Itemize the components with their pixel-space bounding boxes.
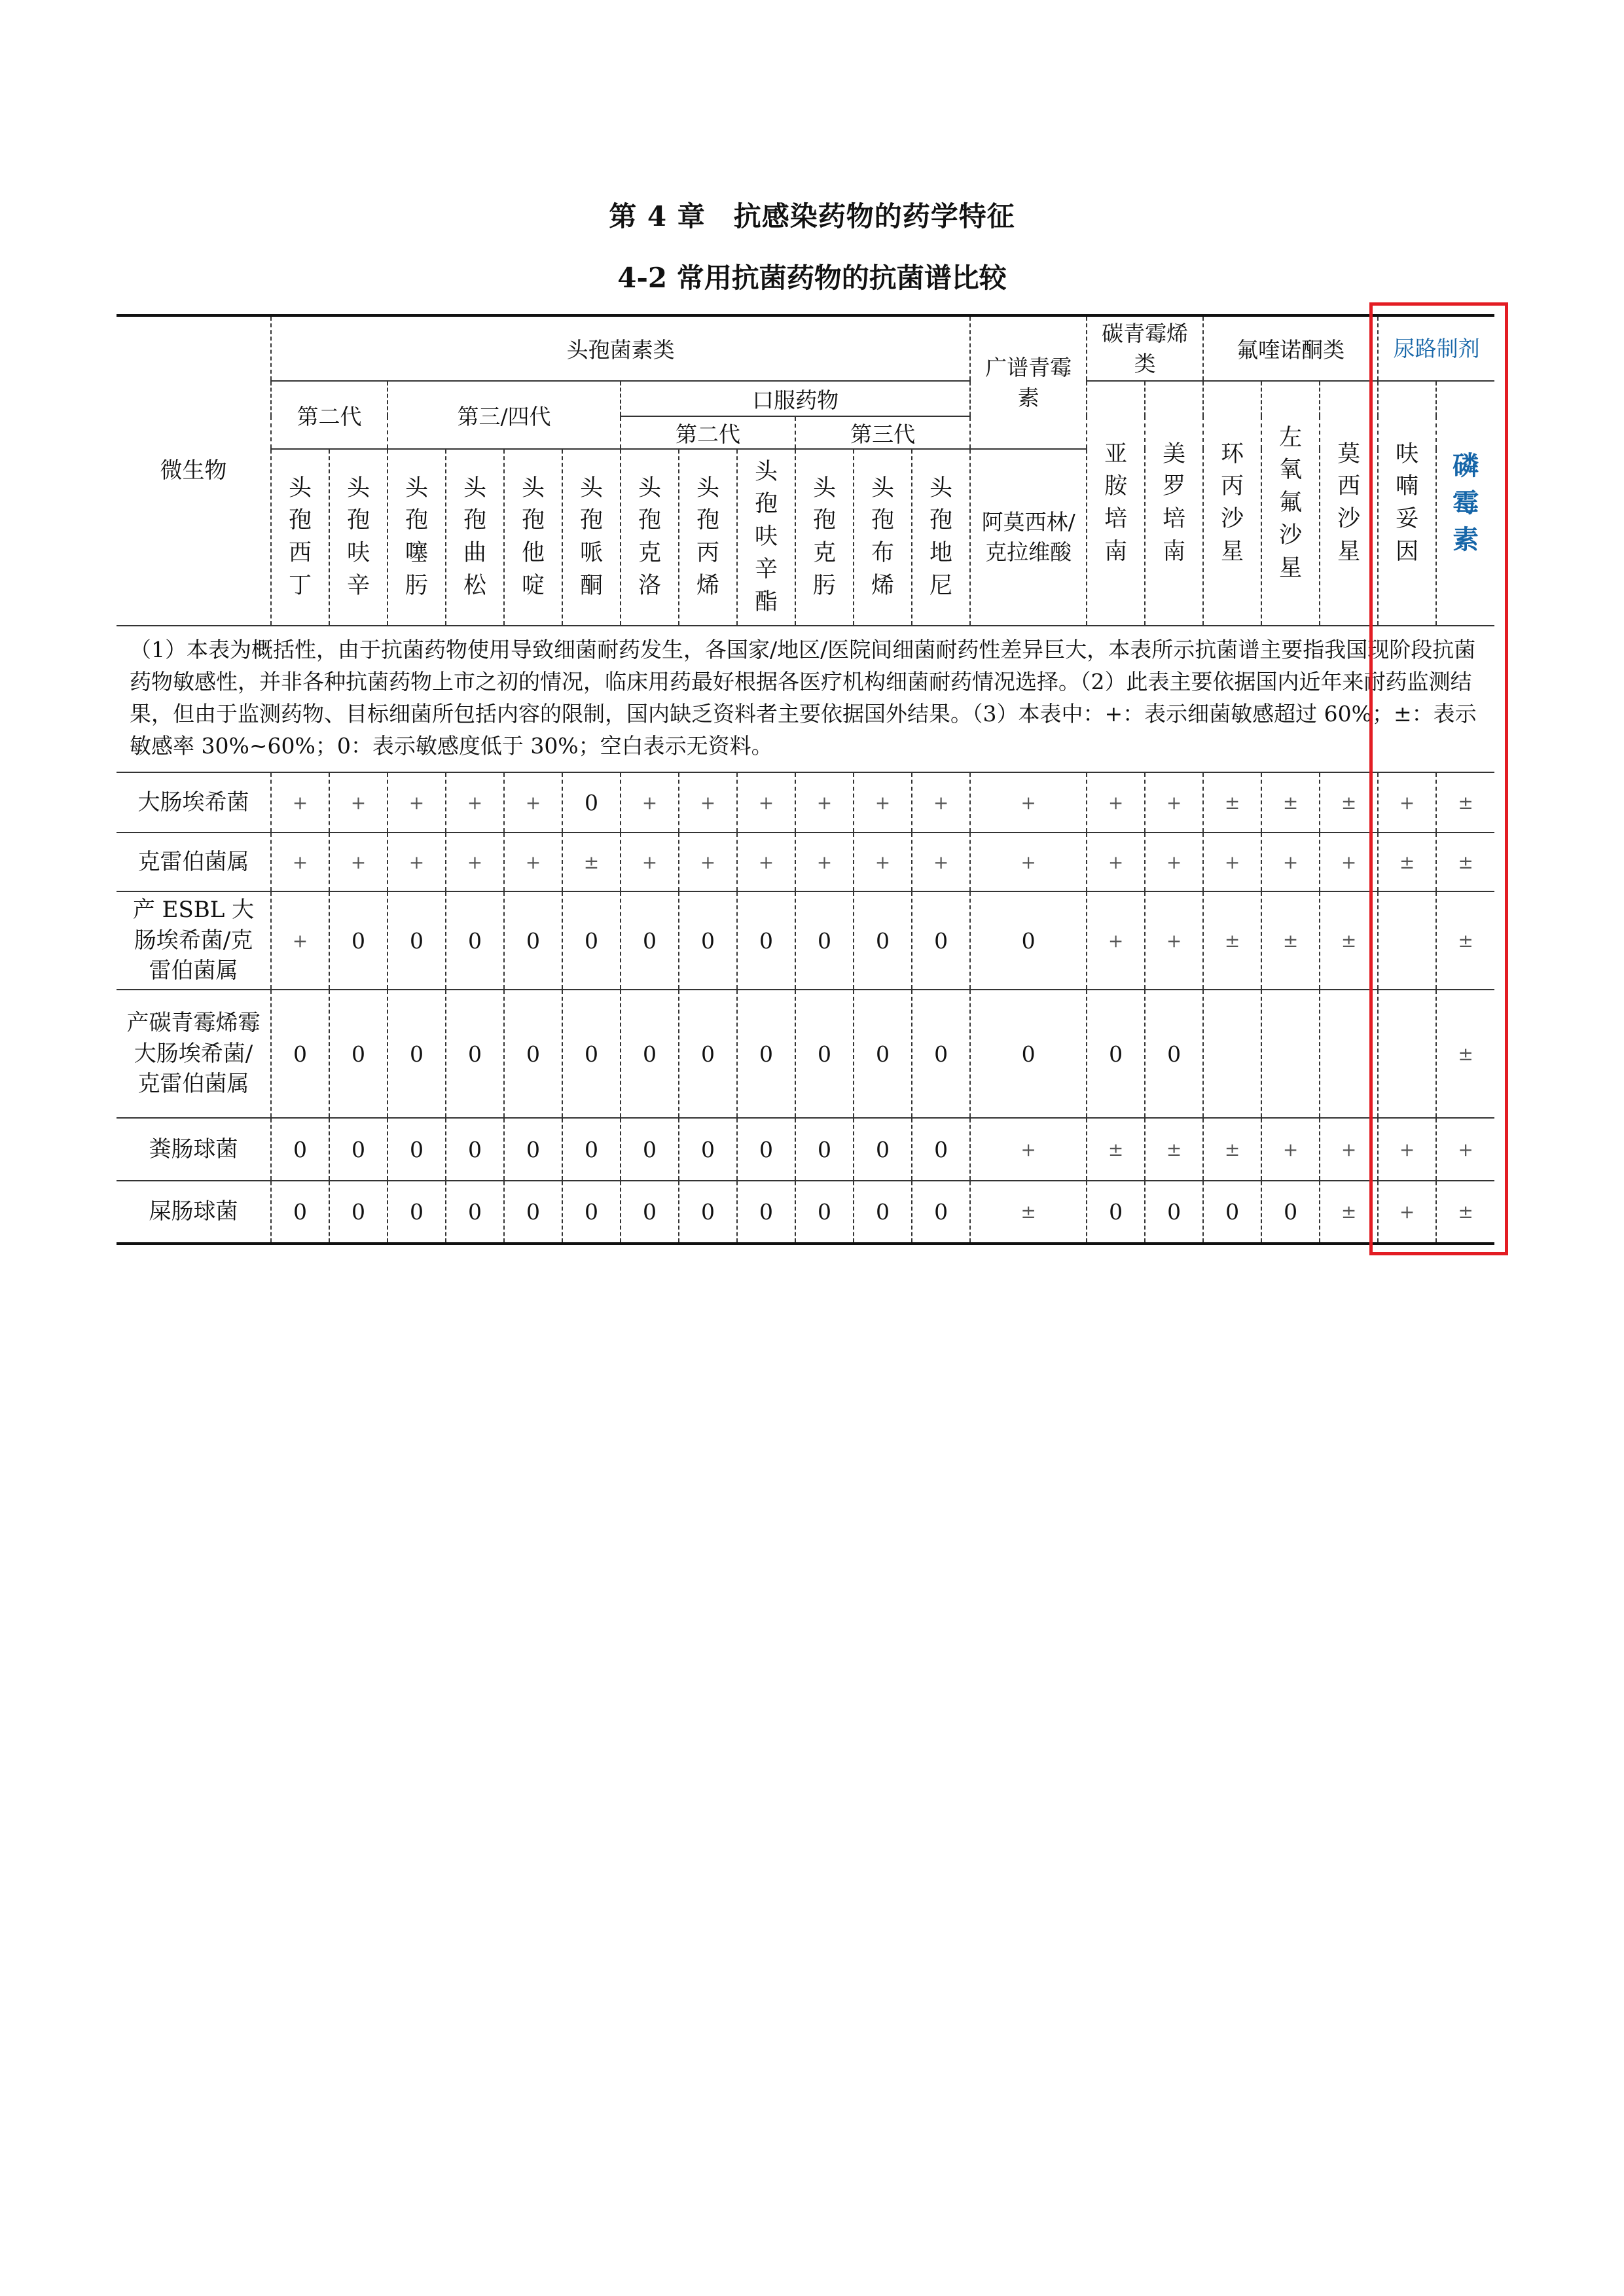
cell-value: ± (1203, 772, 1261, 833)
header-drug-0: 头孢西丁 (271, 449, 329, 626)
cell-value: 0 (1261, 1181, 1320, 1244)
header-drug-9: 头孢克肟 (795, 449, 854, 626)
header-gen2: 第二代 (271, 381, 388, 449)
cell-value: 0 (912, 1181, 970, 1244)
cell-value: + (854, 833, 912, 891)
cell-value: + (1378, 1181, 1436, 1244)
cell-value: 0 (446, 891, 504, 990)
cell-value: 0 (970, 990, 1087, 1118)
cell-value: ± (1261, 891, 1320, 990)
cell-value: 0 (504, 1181, 562, 1244)
cell-value: 0 (912, 1118, 970, 1181)
cell-value: 0 (912, 990, 970, 1118)
header-microbe: 微生物 (117, 315, 271, 626)
cell-value: ± (1436, 772, 1494, 833)
cell-value: 0 (737, 1118, 795, 1181)
cell-value: + (1087, 772, 1145, 833)
cell-value: + (504, 833, 562, 891)
cell-value: 0 (621, 1118, 679, 1181)
cell-value: + (854, 772, 912, 833)
header-fluoroquinolone: 氟喹诺酮类 (1203, 315, 1378, 381)
cell-value: 0 (621, 891, 679, 990)
cell-value: + (912, 772, 970, 833)
cell-value: + (737, 833, 795, 891)
header-drug-18: 呋喃妥因 (1378, 381, 1436, 626)
cell-value: + (970, 772, 1087, 833)
header-drug-1: 头孢呋辛 (329, 449, 388, 626)
cell-value: 0 (446, 990, 504, 1118)
cell-value: 0 (329, 891, 388, 990)
cell-value: 0 (271, 1181, 329, 1244)
highlight-box (1369, 302, 1508, 1255)
table-body (117, 772, 1494, 1244)
cell-value: + (679, 772, 737, 833)
cell-value: + (621, 833, 679, 891)
cell-value: ± (1203, 891, 1261, 990)
cell-value: 0 (562, 1118, 621, 1181)
cell-value: 0 (795, 990, 854, 1118)
header-cephalosporins: 头孢菌素类 (271, 315, 970, 381)
cell-value: 0 (854, 990, 912, 1118)
header-drug-13: 亚胺培南 (1087, 381, 1145, 626)
row-microbe-name: 粪肠球菌 (117, 1118, 271, 1181)
cell-value: 0 (854, 1181, 912, 1244)
cell-value: + (1087, 891, 1145, 990)
chapter-title: 第 4 章 抗感染药物的药学特征 (609, 200, 1015, 232)
cell-value: ± (562, 833, 621, 891)
cell-value: 0 (912, 891, 970, 990)
cell-value: + (795, 772, 854, 833)
row-microbe-name: 产 ESBL 大肠埃希菌/克雷伯菌属 (117, 891, 271, 990)
cell-value: 0 (562, 990, 621, 1118)
header-drug-7: 头孢丙烯 (679, 449, 737, 626)
cell-value: 0 (679, 891, 737, 990)
row-microbe-name: 克雷伯菌属 (117, 833, 271, 891)
cell-value: ± (1087, 1118, 1145, 1181)
cell-value: + (1087, 833, 1145, 891)
cell-value: + (1320, 833, 1378, 891)
header-drug-8: 头孢呋辛酯 (737, 449, 795, 626)
table-row (117, 833, 1494, 891)
cell-value: 0 (562, 772, 621, 833)
cell-value: ± (1320, 891, 1378, 990)
cell-value: ± (1378, 833, 1436, 891)
cell-value: + (795, 833, 854, 891)
cell-value: 0 (329, 1181, 388, 1244)
header-drug-4: 头孢他啶 (504, 449, 562, 626)
cell-value: + (1261, 833, 1320, 891)
header-drug-16: 左氧氟沙星 (1261, 381, 1320, 626)
cell-value: 0 (1145, 1181, 1203, 1244)
header-drug-5: 头孢哌酮 (562, 449, 621, 626)
header-drug-12: 阿莫西林/克拉维酸 (970, 449, 1087, 626)
cell-value: 0 (621, 990, 679, 1118)
row-microbe-name: 产碳青霉烯霉大肠埃希菌/克雷伯菌属 (117, 990, 271, 1118)
cell-value: 0 (446, 1118, 504, 1181)
cell-value: + (271, 772, 329, 833)
cell-value: ± (1436, 833, 1494, 891)
cell-value: ± (1320, 772, 1378, 833)
row-microbe-name: 大肠埃希菌 (117, 772, 271, 833)
cell-value: 0 (504, 891, 562, 990)
cell-value: 0 (329, 1118, 388, 1181)
cell-value: + (1378, 1118, 1436, 1181)
cell-value: + (1145, 772, 1203, 833)
table-row (117, 1181, 1494, 1244)
cell-value: + (1320, 1118, 1378, 1181)
cell-value: ± (1436, 1181, 1494, 1244)
cell-value: + (970, 833, 1087, 891)
cell-value: 0 (1145, 990, 1203, 1118)
cell-value: + (388, 772, 446, 833)
header-oral-gen2: 第二代 (621, 416, 795, 449)
table-row (117, 772, 1494, 833)
cell-value: 0 (504, 1118, 562, 1181)
header-drug-10: 头孢布烯 (854, 449, 912, 626)
cell-value: ± (1436, 891, 1494, 990)
cell-value: 0 (854, 1118, 912, 1181)
cell-value: + (970, 1118, 1087, 1181)
header-drug-17: 莫西沙星 (1320, 381, 1378, 626)
cell-value: + (271, 891, 329, 990)
cell-value: + (446, 772, 504, 833)
header-broad-penicillin: 广谱青霉素 (970, 315, 1087, 449)
cell-value: 0 (271, 1118, 329, 1181)
cell-value: 0 (679, 1118, 737, 1181)
cell-value: ± (1203, 1118, 1261, 1181)
cell-value: + (621, 772, 679, 833)
cell-value: 0 (562, 1181, 621, 1244)
cell-value: ± (1261, 772, 1320, 833)
header-drug-2: 头孢噻肟 (388, 449, 446, 626)
header-drug-3: 头孢曲松 (446, 449, 504, 626)
table-row (117, 891, 1494, 990)
cell-value: 0 (737, 1181, 795, 1244)
cell-value: 0 (737, 990, 795, 1118)
cell-value: 0 (271, 990, 329, 1118)
cell-value: + (1203, 833, 1261, 891)
cell-value: + (271, 833, 329, 891)
header-urinary: 尿路制剂 (1378, 315, 1494, 381)
cell-value: 0 (504, 990, 562, 1118)
header-oral-gen3: 第三代 (795, 416, 970, 449)
cell-value: 0 (621, 1181, 679, 1244)
table-row (117, 1118, 1494, 1181)
antibacterial-spectrum-table (117, 314, 1494, 1245)
header-oral: 口服药物 (621, 381, 970, 416)
table-row (117, 990, 1494, 1118)
cell-value: 0 (795, 1181, 854, 1244)
cell-value: 0 (388, 1181, 446, 1244)
cell-value: 0 (854, 891, 912, 990)
cell-value: ± (1436, 990, 1494, 1118)
cell-value: + (737, 772, 795, 833)
cell-value: + (504, 772, 562, 833)
cell-value: 0 (1087, 990, 1145, 1118)
cell-value: 0 (388, 1118, 446, 1181)
row-microbe-name: 屎肠球菌 (117, 1181, 271, 1244)
header-drug-14: 美罗培南 (1145, 381, 1203, 626)
cell-value: 0 (388, 891, 446, 990)
cell-value: + (329, 833, 388, 891)
cell-value: + (1261, 1118, 1320, 1181)
header-drug-19: 磷霉素 (1436, 381, 1494, 626)
cell-value: 0 (679, 990, 737, 1118)
cell-value: + (912, 833, 970, 891)
cell-value: + (1145, 833, 1203, 891)
cell-value: 0 (329, 990, 388, 1118)
cell-value: + (1145, 891, 1203, 990)
cell-value: + (679, 833, 737, 891)
cell-value: 0 (970, 891, 1087, 990)
cell-value: ± (1320, 1181, 1378, 1244)
cell-value: + (388, 833, 446, 891)
cell-value (1203, 990, 1261, 1118)
cell-value: 0 (679, 1181, 737, 1244)
header-drug-11: 头孢地尼 (912, 449, 970, 626)
header-drug-15: 环丙沙星 (1203, 381, 1261, 626)
cell-value: + (1436, 1118, 1494, 1181)
cell-value: 0 (795, 1118, 854, 1181)
cell-value: 0 (795, 891, 854, 990)
cell-value: ± (970, 1181, 1087, 1244)
cell-value: 0 (388, 990, 446, 1118)
header-carbapenem: 碳青霉烯类 (1087, 315, 1203, 381)
cell-value: 0 (446, 1181, 504, 1244)
header-drug-6: 头孢克洛 (621, 449, 679, 626)
table-note: （1）本表为概括性，由于抗菌药物使用导致细菌耐药发生，各国家/地区/医院间细菌耐药性差异巨大，本表所示抗菌谱主要指我国现阶段抗菌药物敏感性，并非各种抗菌药物上市之初的情况，临床用药最好根据各医疗机构细菌耐药情况选择。（2）此表主要依据国内近年来耐药监测结果，但由于监测药物、目标细菌所包括内容的限制，国内缺乏资料者主要依据国外结果。（3）本表中：+：表示细菌敏感超过 60%；±：表示敏感率 30%~60%；0：表示敏感度低于 30%；空白表示无资料。 (117, 626, 1494, 772)
cell-value: 0 (737, 891, 795, 990)
cell-value: ± (1145, 1118, 1203, 1181)
header-gen34: 第三/四代 (388, 381, 621, 449)
cell-value: 0 (562, 891, 621, 990)
cell-value (1261, 990, 1320, 1118)
table-title: 4-2 常用抗菌药物的抗菌谱比较 (617, 262, 1007, 294)
cell-value: 0 (1087, 1181, 1145, 1244)
cell-value: + (329, 772, 388, 833)
cell-value: 0 (1203, 1181, 1261, 1244)
cell-value: + (446, 833, 504, 891)
cell-value: + (1378, 772, 1436, 833)
